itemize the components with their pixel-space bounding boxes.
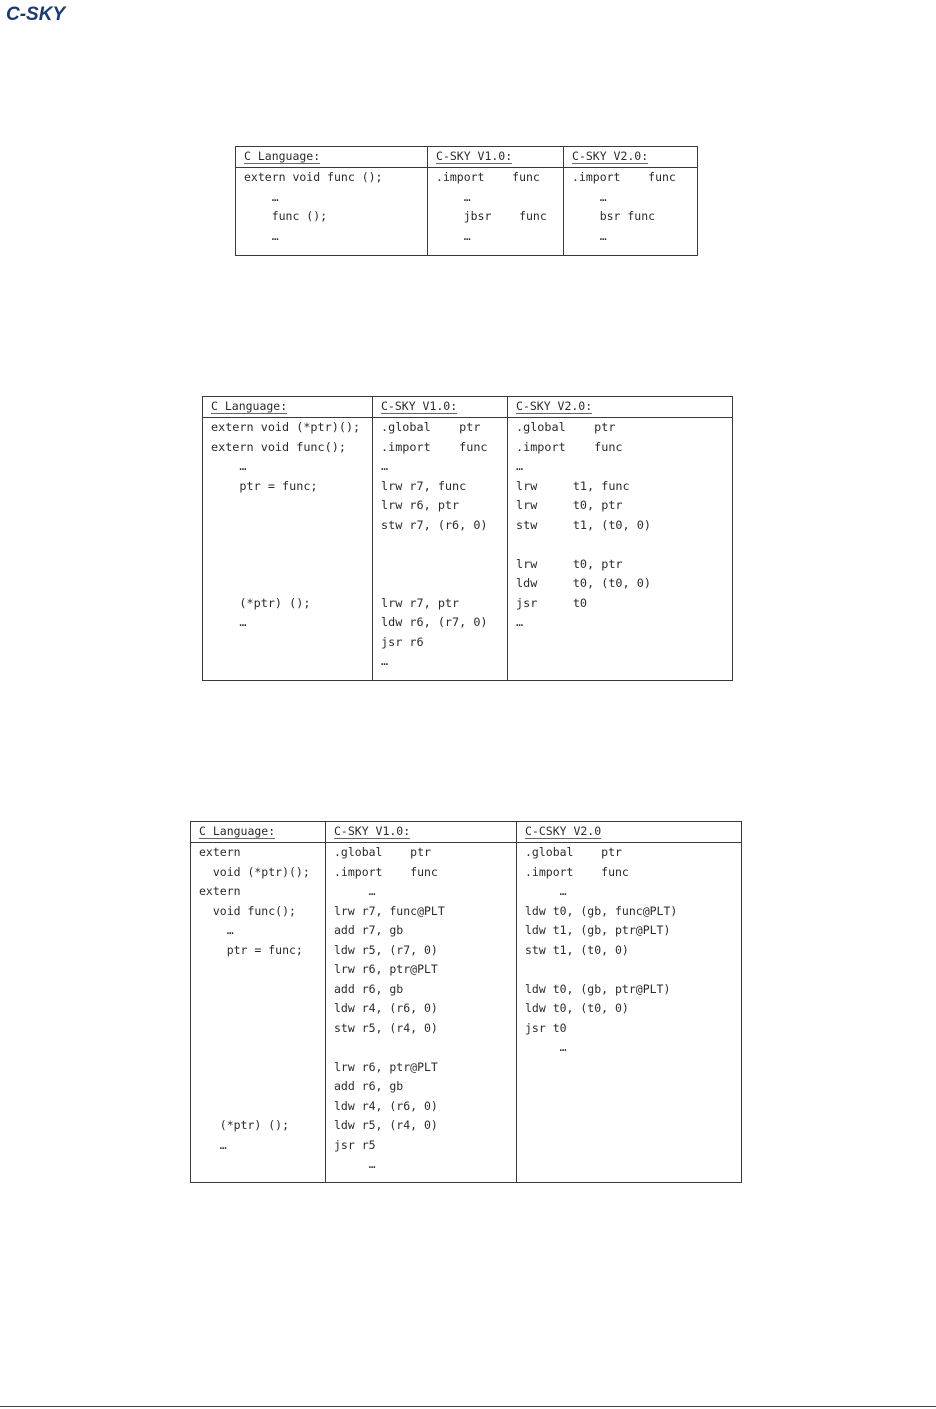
code-table-pic-function-pointer — [190, 821, 742, 1183]
code-line: lrw r6, ptr@PLT — [334, 962, 438, 976]
code-line: .global ptr — [334, 845, 431, 859]
header-csky-v1: C-SKY V1.0: — [428, 147, 564, 168]
code-line — [199, 999, 325, 1019]
code-line: (*ptr) (); — [199, 1118, 290, 1132]
code-line — [199, 1019, 325, 1039]
code-line — [525, 960, 741, 980]
code-line: .global ptr — [525, 845, 622, 859]
code-line: lrw r7, ptr — [381, 595, 460, 610]
header-csky-v2: C-SKY V2.0: — [508, 397, 733, 418]
code-line: … — [572, 228, 607, 243]
v2-code-cell — [564, 168, 698, 256]
code-line: ldw t0, (gb, func@PLT) — [525, 903, 678, 918]
code-line: stw t1, (t0, 0) — [516, 517, 651, 532]
code-line: extern void func(); — [211, 439, 346, 454]
v2-code-cell — [517, 843, 742, 1183]
code-line: … — [516, 615, 524, 629]
code-line: extern — [199, 845, 241, 859]
code-line: … — [334, 1157, 376, 1171]
code-line: .import func — [525, 864, 629, 879]
v1-code-cell — [373, 418, 508, 681]
code-line: jsr t0 — [516, 595, 588, 610]
code-line: … — [211, 615, 247, 629]
code-line: ldw t1, (gb, ptr@PLT) — [525, 923, 671, 937]
code-table-direct-call — [235, 146, 698, 256]
code-line: … — [436, 228, 471, 243]
code-line: … — [244, 189, 279, 204]
code-line — [199, 980, 325, 1000]
code-line: .import func — [334, 864, 438, 879]
code-line: func (); — [244, 209, 328, 223]
code-line — [381, 574, 507, 594]
header-c-language: C Language: — [236, 147, 428, 168]
code-line: void (*ptr)(); — [199, 864, 310, 879]
header-csky-v2: C-SKY V2.0: — [564, 147, 698, 168]
code-line: … — [381, 459, 389, 473]
code-line: extern — [199, 884, 241, 898]
code-line: bsr func — [572, 209, 656, 223]
code-line: ldw r4, (r6, 0) — [334, 1098, 438, 1113]
code-line: add r6, gb — [334, 1079, 404, 1093]
csky-logo — [6, 3, 90, 23]
svg-text:C-SKY: C-SKY — [6, 4, 66, 23]
code-line: .import func — [436, 170, 540, 184]
code-line: ptr = func; — [211, 478, 318, 493]
code-line: … — [211, 459, 247, 473]
code-line: ldw t0, (t0, 0) — [516, 576, 651, 590]
code-line — [516, 535, 732, 555]
code-line: ldw r5, (r4, 0) — [334, 1118, 438, 1132]
code-line: .global ptr — [516, 420, 616, 434]
code-line: … — [436, 189, 471, 204]
c-code-cell — [236, 168, 428, 256]
code-line — [199, 1058, 325, 1078]
code-line — [211, 496, 372, 516]
code-line: stw r5, (r4, 0) — [334, 1020, 438, 1035]
code-line: .import func — [381, 439, 488, 454]
code-line: void func(); — [199, 903, 296, 918]
csky-logo-graphic — [6, 3, 90, 23]
c-code-cell — [191, 843, 326, 1183]
code-line: … — [572, 189, 607, 204]
code-line: extern void (*ptr)(); — [211, 420, 361, 434]
code-line: lrw r7, func@PLT — [334, 903, 445, 918]
code-line — [211, 574, 372, 594]
code-line: .import func — [572, 170, 676, 184]
header-csky-v1: C-SKY V1.0: — [326, 822, 517, 843]
code-line: lrw t0, ptr — [516, 556, 623, 571]
code-line: ldw t0, (t0, 0) — [525, 1001, 629, 1015]
code-line: ptr = func; — [199, 942, 303, 957]
code-line: jsr r6 — [381, 634, 424, 649]
header-c-language: C Language: — [203, 397, 373, 418]
code-line: … — [516, 459, 524, 473]
code-line — [199, 1097, 325, 1117]
code-line: ldw r5, (r7, 0) — [334, 942, 438, 957]
code-line: lrw t1, func — [516, 478, 630, 493]
code-line — [334, 1038, 516, 1058]
code-line — [199, 1038, 325, 1058]
code-line: ldw r4, (r6, 0) — [334, 1001, 438, 1015]
header-csky-v1: C-SKY V1.0: — [373, 397, 508, 418]
code-line — [211, 516, 372, 536]
code-line: … — [525, 1040, 567, 1054]
code-line: jsr t0 — [525, 1020, 567, 1035]
code-line: add r6, gb — [334, 981, 404, 996]
code-line — [381, 535, 507, 555]
code-line: … — [334, 884, 376, 898]
code-line: lrw r6, ptr@PLT — [334, 1059, 438, 1074]
c-code-cell — [203, 418, 373, 681]
code-line: lrw r6, ptr — [381, 498, 460, 512]
header-c-language: C Language: — [191, 822, 326, 843]
code-line: ldw r6, (r7, 0) — [381, 615, 488, 629]
code-line — [199, 1077, 325, 1097]
v2-code-cell — [508, 418, 733, 681]
code-line: ldw t0, (gb, ptr@PLT) — [525, 981, 671, 996]
code-line: .global ptr — [381, 420, 481, 434]
code-line: (*ptr) (); — [211, 595, 311, 610]
code-line: stw r7, (r6, 0) — [381, 517, 488, 532]
code-line: … — [525, 884, 567, 898]
code-line: … — [199, 1137, 227, 1152]
v1-code-cell — [326, 843, 517, 1183]
code-table-function-pointer — [202, 396, 733, 681]
code-line: … — [381, 654, 389, 668]
code-line: … — [199, 923, 234, 937]
v1-code-cell — [428, 168, 564, 256]
code-line: extern void func (); — [244, 170, 383, 184]
code-line: jbsr func — [436, 209, 547, 223]
code-line: .import func — [516, 439, 623, 454]
header-csky-v2: C-CSKY V2.0 — [517, 822, 742, 843]
code-line: … — [244, 228, 279, 243]
code-line — [211, 535, 372, 555]
code-line: add r7, gb — [334, 923, 404, 937]
code-line — [211, 555, 372, 575]
code-line: jsr r5 — [334, 1137, 376, 1152]
footer-rule — [0, 1406, 936, 1407]
code-line: stw t1, (t0, 0) — [525, 942, 629, 957]
code-line: lrw r7, func — [381, 478, 467, 493]
code-line: lrw t0, ptr — [516, 498, 623, 512]
code-line — [381, 555, 507, 575]
code-line — [199, 960, 325, 980]
